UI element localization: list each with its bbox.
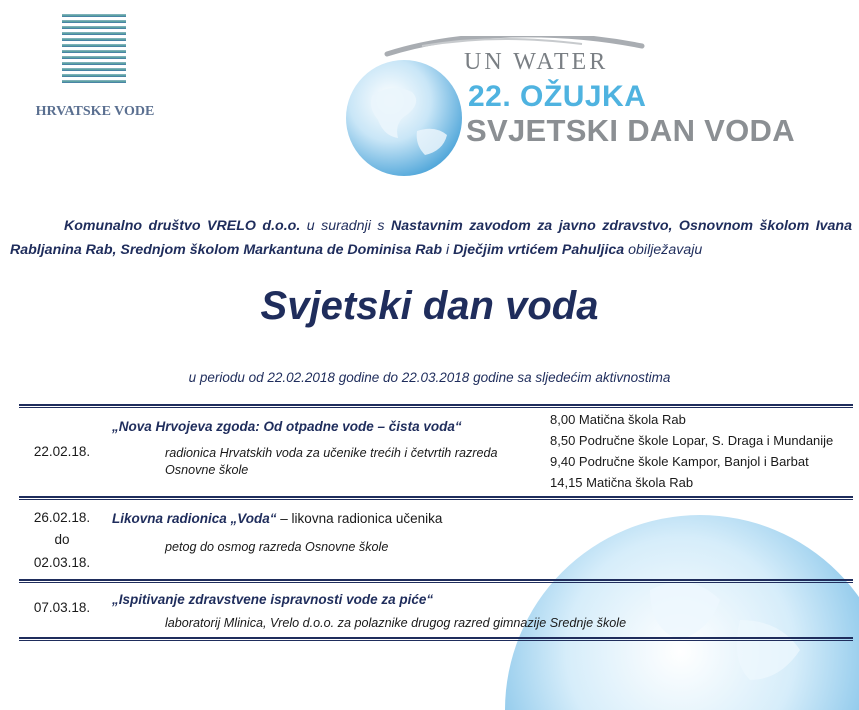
hrvatske-vode-logo bbox=[62, 14, 126, 84]
schedule-item: 9,40 Područne škole Kampor, Banjol i Barbat bbox=[550, 454, 809, 469]
kindergarten-name: Dječjim vrtićem Pahuljica bbox=[453, 242, 625, 258]
activity-date: 07.03.18. bbox=[33, 600, 91, 615]
schedule-item: 8,00 Matična škola Rab bbox=[550, 412, 686, 427]
table-divider bbox=[19, 496, 853, 500]
activity-date: 22.02.18. bbox=[33, 444, 91, 459]
activity-date-from: 26.02.18. bbox=[33, 510, 91, 525]
un-water-wordmark: UN WATER bbox=[464, 49, 609, 75]
activity-heading bbox=[112, 511, 442, 526]
table-divider bbox=[19, 637, 853, 641]
event-date-heading: 22. OŽUJKA bbox=[468, 80, 647, 113]
schedule-item: 8,50 Područne škole Lopar, S. Draga i Mundanije bbox=[550, 433, 834, 448]
intro-text: u suradnji s bbox=[300, 218, 391, 234]
intro-paragraph bbox=[10, 214, 852, 262]
intro-text: obilježavaju bbox=[624, 242, 703, 258]
activity-title-rest: – likovna radionica učenika bbox=[276, 511, 443, 526]
activity-title: „Nova Hrvojeva zgoda: Od otpadne vode – čista voda“ bbox=[112, 419, 462, 434]
activity-title: Likovna radionica „Voda“ bbox=[112, 511, 277, 526]
table-divider bbox=[19, 404, 853, 408]
globe-decoration bbox=[500, 510, 859, 710]
table-divider bbox=[19, 579, 853, 583]
activity-description: laboratorij Mlinica, Vrelo d.o.o. za polaznike drugog razred gimnazije Srednje škole bbox=[165, 616, 627, 630]
schedule-item: 14,15 Matična škola Rab bbox=[550, 475, 694, 490]
page-subtitle: u periodu od 22.02.2018 godine do 22.03.2018 godine sa sljedećim aktivnostima bbox=[188, 370, 671, 385]
activity-description: radionica Hrvatskih voda za učenike trećih i četvrtih razreda bbox=[165, 446, 498, 460]
page-title: Svjetski dan voda bbox=[260, 284, 599, 328]
event-name-heading: SVJETSKI DAN VODA bbox=[466, 113, 795, 148]
activity-title: „Ispitivanje zdravstvene ispravnosti vode za piće“ bbox=[112, 592, 434, 607]
activity-date-separator: do bbox=[54, 532, 70, 547]
organizer-name: Komunalno društvo VRELO d.o.o. bbox=[64, 218, 301, 234]
activity-description: Osnovne škole bbox=[165, 463, 249, 477]
partner-institutions: Nastavnim zavodom za javno zdravstvo, Osnovnom školom Ivana Rabljanina Rab, Srednjom školom Markantuna de Dominisa Rab bbox=[10, 218, 852, 258]
activity-description: petog do osmog razreda Osnovne škole bbox=[165, 540, 389, 554]
activity-date-to: 02.03.18. bbox=[33, 555, 91, 570]
organization-name: HRVATSKE VODE bbox=[35, 104, 155, 119]
intro-text: i bbox=[442, 242, 454, 258]
